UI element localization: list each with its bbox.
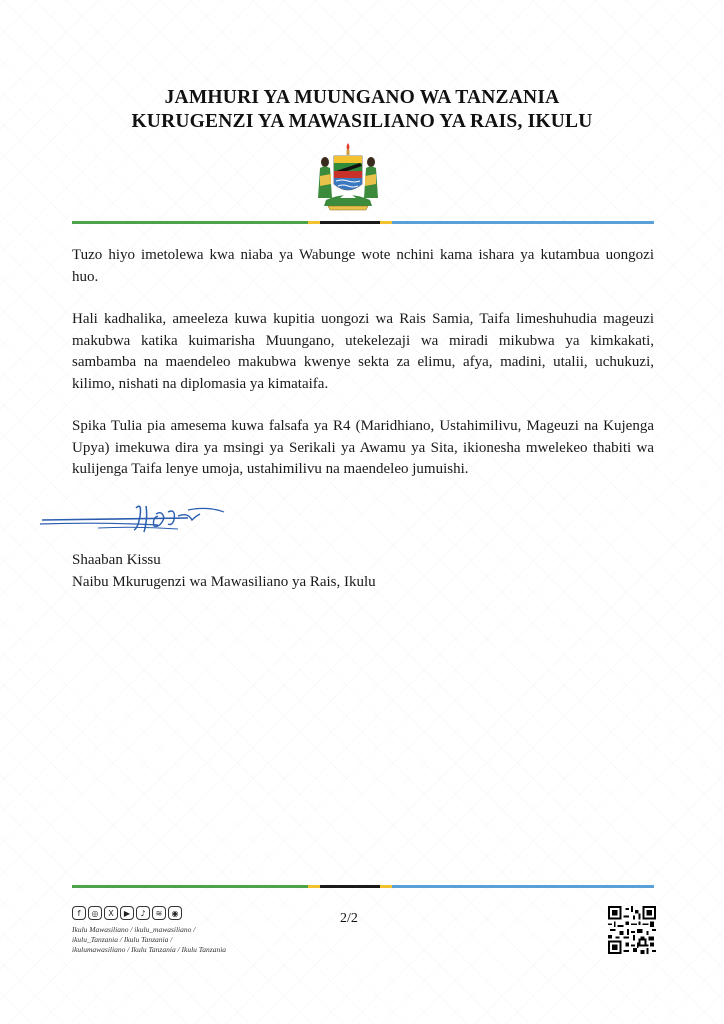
spotify-icon[interactable]: ≋ [152,906,166,920]
paragraph: Spika Tulia pia amesema kuwa falsafa ya R4 (Maridhiano, Ustahimilivu, Mageuzi na Kujenga Upya) imekuwa dira ya msingi ya Serikali ya Awamu ya Sita, ikionesha mwelekeo thabiti wa kulijenga Taifa lenye umoja, ustahimilivu na maendeleo jumuishi. [72,418,654,477]
x-icon[interactable]: X [104,906,118,920]
facebook-icon[interactable]: f [72,906,86,920]
handwritten-signature [38,498,238,548]
signer-block [72,549,376,593]
page-number: 2/2 [340,911,358,926]
podcast-icon[interactable]: ◉ [168,906,182,920]
qr-code-icon[interactable] [608,906,656,954]
signer-name: Shaaban Kissu [72,552,161,568]
letterhead-title: JAMHURI YA MUUNGANO WA TANZANIA [164,87,560,108]
tiktok-icon[interactable]: ♪ [136,906,150,920]
social-icons [72,906,182,920]
letterhead [0,86,724,134]
social-handles-line: ikulu_Tanzania / Ikulu Tanzania / [72,935,173,944]
paragraph: Tuzo hiyo imetolewa kwa niaba ya Wabunge wote nchini kama ishara ya kutambua uongozi huo. [72,247,654,285]
letter-body [72,245,654,502]
header-color-stripe [72,221,654,224]
coat-of-arms-icon [312,140,384,212]
paragraph: Hali kadhalika, ameeleza kuwa kupitia uongozi wa Rais Samia, Taifa limeshuhudia mageuzi makubwa katika kuimarisha Muungano, utekelezaji wa miradi mikubwa ya kimkakati, sambamba na maendeleo makubwa kwenye sekta za elimu, afya, madini, utalii, uchukuzi, kilimo, nishati na diplomasia ya kimataifa. [72,311,654,392]
social-handles-line: Ikulu Mawasiliano / ikulu_mawasiliano / [72,925,196,934]
letterhead-subtitle: KURUGENZI YA MAWASILIANO YA RAIS, IKULU [131,111,593,132]
footer-color-stripe [72,885,654,888]
youtube-icon[interactable]: ▶ [120,906,134,920]
signer-title: Naibu Mkurugenzi wa Mawasiliano ya Rais, Ikulu [72,574,376,590]
social-handles [72,925,252,955]
instagram-icon[interactable]: ◎ [88,906,102,920]
social-handles-line: ikulumawasiliano / Ikulu Tanzania / Ikulu Tanzania [72,945,227,954]
